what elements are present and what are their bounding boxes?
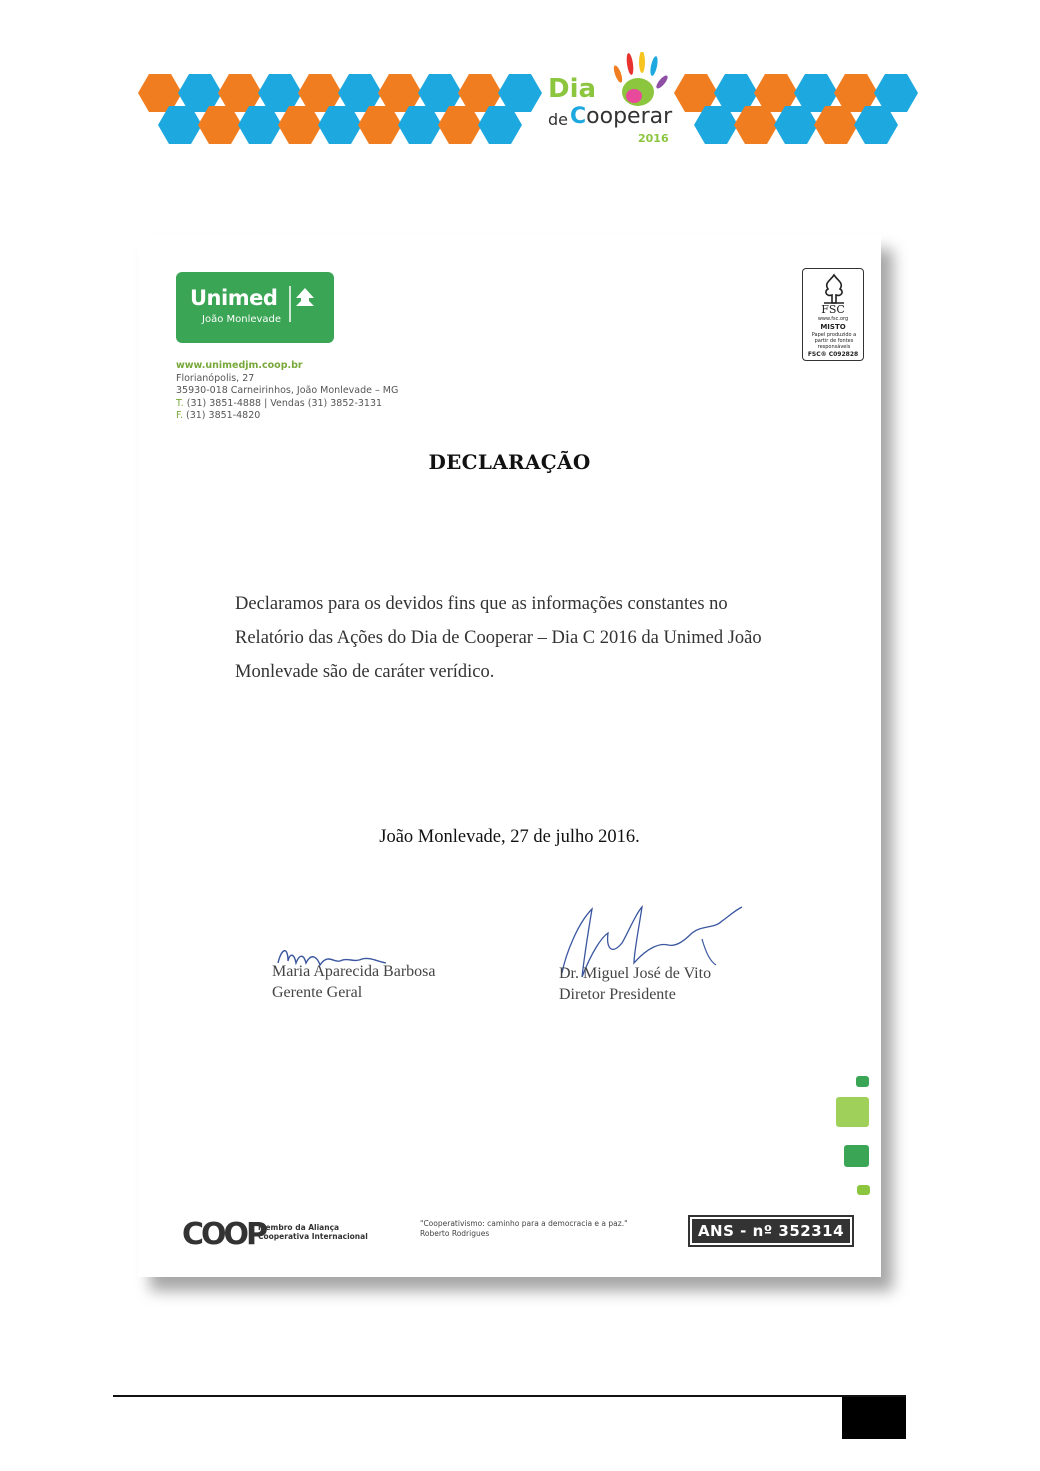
document-title: DECLARAÇÃO	[428, 450, 591, 474]
signatory-name-1: Maria Aparecida Barbosa	[272, 963, 436, 980]
fsc-tree-icon	[818, 273, 850, 305]
footer-rule	[113, 1395, 906, 1397]
banner-cooperar-rest: ooperar	[586, 104, 673, 129]
letterhead-contact	[176, 360, 398, 423]
declaration-letter	[138, 235, 881, 1277]
coop-logo-word: COOP	[182, 1217, 266, 1252]
dia-de-cooperar-logo	[542, 48, 672, 148]
unimed-tree-icon	[288, 284, 320, 324]
unimed-logo-name: Unimed	[190, 286, 278, 310]
fax-line	[176, 410, 398, 423]
decorative-square-1	[856, 1076, 869, 1087]
fsc-certification-badge	[802, 268, 864, 361]
unimed-logo	[176, 272, 334, 343]
website-text: www.unimedjm.coop.br	[176, 360, 303, 371]
sales-number: Vendas (31) 3852-3131	[270, 397, 383, 409]
banner-cooperar-c: C	[570, 104, 587, 129]
banner-dia-text: Dia	[548, 74, 597, 104]
fsc-site: www.fsc.org	[817, 316, 849, 322]
banner-year: 2016	[638, 132, 669, 145]
fsc-name: FSC	[821, 303, 845, 316]
fsc-description: Papel produzido a partir de fontes responsáveis	[811, 332, 857, 350]
fax-label: F.	[176, 410, 183, 421]
signature-block-1	[272, 961, 435, 1003]
ans-registration-text: ANS - nº 352314	[692, 1219, 850, 1243]
dia-de-cooperar-banner	[130, 48, 910, 148]
decorative-square-2	[836, 1097, 869, 1127]
unimed-logo-city: João Monlevade	[202, 314, 282, 325]
decorative-square-4	[857, 1185, 870, 1195]
ans-registration-badge	[688, 1215, 854, 1247]
colorful-hand-icon	[610, 52, 670, 112]
quote-text: "Cooperativismo: caminho para a democracia e a paz."	[420, 1219, 628, 1228]
signatory-name-2: Dr. Miguel José de Vito	[559, 965, 712, 982]
decorative-square-3	[844, 1145, 869, 1167]
fsc-misto: MISTO	[820, 323, 846, 331]
signatory-role-2: Diretor Presidente	[559, 986, 676, 1003]
banner-cooperar-text	[570, 104, 672, 129]
phone-number: (31) 3851-4888	[186, 397, 262, 409]
fax-number: (31) 3851-4820	[186, 410, 261, 421]
quote-author: Roberto Rodrigues	[420, 1228, 490, 1238]
document-body: Declaramos para os devidos fins que as informações constantes no Relatório das Ações do Dia de Cooperar – Dia C 2016 da Unimed João Monlevade são de caráter verídico.	[235, 594, 762, 682]
signature-block-2	[559, 963, 711, 1005]
address-postal: 35930-018 Carneirinhos, João Monlevade – MG	[176, 385, 399, 396]
document-date: João Monlevade, 27 de julho 2016.	[379, 827, 640, 847]
banner-de-text: de	[548, 110, 568, 129]
coop-member-text: Membro da Aliança Cooperativa Internacional	[258, 1223, 368, 1241]
address-street: Florianópolis, 27	[176, 372, 255, 384]
page-number-box	[842, 1397, 906, 1439]
phone-label: T.	[176, 397, 184, 409]
fsc-code: FSC® C092828	[807, 351, 859, 358]
signatory-role-1: Gerente Geral	[272, 984, 363, 1001]
cooperativism-quote	[420, 1219, 628, 1238]
phone-line: T. (31) 3851-4888 | Vendas (31) 3852-3131	[176, 397, 383, 409]
